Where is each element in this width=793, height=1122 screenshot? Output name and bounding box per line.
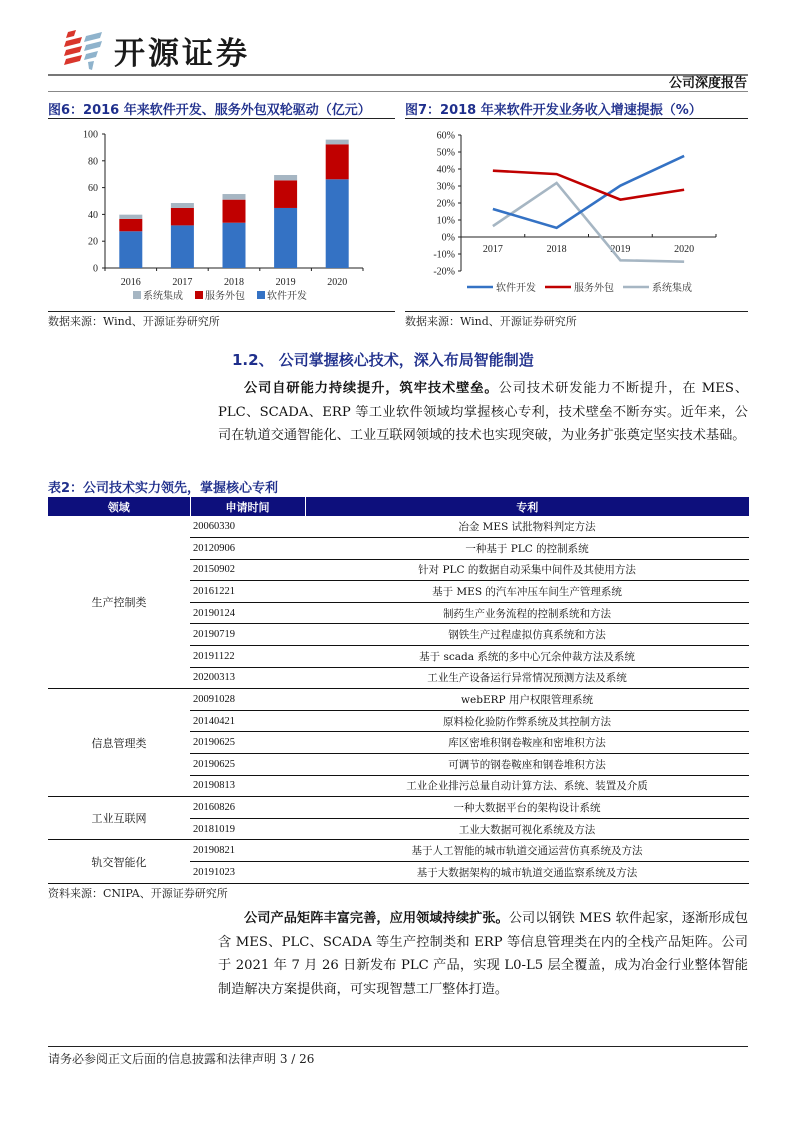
date-cell: 20191023	[190, 862, 305, 884]
patent-cell: 一种大数据平台的架构设计系统	[305, 797, 749, 819]
legend-label: 软件开发	[496, 283, 536, 294]
report-type-label: 公司深度报告	[668, 76, 747, 91]
patent-cell: 库区密堆积钢卷鞍座和密堆积方法	[305, 732, 749, 754]
x-tick-label: 2019	[610, 244, 631, 255]
date-cell: 20190124	[190, 602, 305, 624]
header-divider	[48, 74, 748, 76]
y-tick-label: 20	[88, 236, 98, 248]
y-tick-label: 60%	[436, 130, 455, 142]
header-patent: 专利	[305, 497, 749, 516]
x-tick-label: 2017	[482, 244, 503, 255]
bar-segment	[326, 140, 349, 145]
date-cell: 20140421	[190, 710, 305, 732]
line-chart	[405, 122, 748, 310]
patent-cell: 一种基于 PLC 的控制系统	[305, 538, 749, 560]
y-tick-label: 20%	[436, 198, 455, 210]
y-tick-label: -10%	[433, 249, 455, 261]
table-row	[48, 797, 749, 819]
series-line	[493, 156, 684, 228]
paragraph-lead: 公司自研能力持续提升，筑牢技术壁垒。	[244, 381, 499, 396]
category-cell: 工业互联网	[48, 797, 190, 840]
y-tick-label: 0%	[441, 232, 455, 244]
legend-label: 系统集成	[652, 283, 692, 294]
date-cell: 20190719	[190, 624, 305, 646]
legend-swatch	[257, 291, 265, 299]
patent-cell: 可调节的钢卷鞍座和钢卷堆积方法	[305, 754, 749, 776]
y-tick-label: 40%	[436, 164, 455, 176]
bar-segment	[171, 208, 194, 225]
y-tick-label: 10%	[436, 215, 455, 227]
y-tick-label: 50%	[436, 147, 455, 159]
figure7-source: 数据来源：Wind、开源证券研究所	[405, 315, 577, 328]
date-cell: 20060330	[190, 516, 305, 538]
patent-cell: 基于大数据架构的城市轨道交通监察系统及方法	[305, 862, 749, 884]
table-title: 表2：公司技术实力领先，掌握核心专利	[48, 481, 279, 496]
logo-text: 开源证券	[114, 35, 250, 72]
footer-disclaimer: 请务必参阅正文后面的信息披露和法律声明 3 / 26	[48, 1052, 315, 1066]
date-cell: 20120906	[190, 538, 305, 560]
figure7-bottom-rule	[405, 311, 748, 312]
y-tick-label: 0	[93, 263, 98, 275]
x-tick-label: 2018	[546, 244, 567, 255]
bar-segment	[274, 180, 297, 208]
x-tick-label: 2020	[674, 244, 695, 255]
legend-label: 服务外包	[574, 283, 614, 294]
legend-label: 软件开发	[267, 291, 307, 302]
header-field: 领域	[48, 497, 190, 516]
paragraph-lead: 公司产品矩阵丰富完善，应用领域持续扩张。	[244, 911, 509, 926]
y-tick-label: 30%	[436, 181, 455, 193]
paragraph-body: 公司以钢铁 MES 软件起家，逐渐形成包含 MES、PLC、SCADA 等生产控制类和 ERP 等信息管理类在内的全栈产品矩阵。公司于 2021 年 7 月 26 日新发布 PLC 产品，实现 L0-L5 层全覆盖，成为冶金行业整体智能制造解决方案提供商，可实现智慧工厂整体打造。	[218, 911, 749, 997]
category-cell: 生产控制类	[48, 516, 190, 689]
series-line	[493, 171, 684, 200]
bar-segment	[119, 215, 142, 219]
table-row	[48, 840, 749, 862]
table-source: 资料来源：CNIPA、开源证券研究所	[48, 887, 228, 900]
date-cell: 20190625	[190, 754, 305, 776]
y-tick-label: 40	[88, 209, 98, 221]
bar-segment	[223, 223, 246, 268]
patent-cell: 制药生产业务流程的控制系统和方法	[305, 602, 749, 624]
date-cell: 20150902	[190, 559, 305, 581]
x-tick-label: 2019	[275, 277, 296, 288]
patent-cell: 基于 MES 的汽车冲压车间生产管理系统	[305, 581, 749, 603]
legend-label: 服务外包	[205, 291, 245, 302]
table-row	[48, 516, 749, 538]
section-heading: 1.2、 公司掌握核心技术，深入布局智能制造	[232, 351, 534, 369]
figure6-bottom-rule	[48, 311, 395, 312]
figure7-chart	[405, 122, 748, 310]
figure7-title-rule	[405, 118, 748, 119]
paragraph-body: 公司技术研发能力不断提升，在 MES、PLC、SCADA、ERP 等工业软件领域均掌握核心专利，技术壁垒不断夯实。近年来，公司在轨道交通智能化、工业互联网领域的技术也实现突破，为业务扩张奠定坚实技术基础。	[218, 381, 749, 443]
date-cell: 20190821	[190, 840, 305, 862]
legend-swatch	[133, 291, 141, 299]
bar-segment	[223, 194, 246, 200]
paragraph-tech-capability	[218, 377, 748, 448]
patent-cell: 工业大数据可视化系统及方法	[305, 818, 749, 840]
company-logo	[62, 28, 302, 72]
x-tick-label: 2018	[224, 277, 244, 288]
x-tick-label: 2017	[172, 277, 193, 288]
table-header-row	[48, 497, 749, 516]
footer-divider	[48, 1046, 748, 1047]
date-cell: 20191122	[190, 646, 305, 668]
patent-table	[48, 497, 749, 884]
stacked-bar-chart	[48, 122, 395, 310]
bar-segment	[274, 175, 297, 180]
figure6-title: 图6：2016 年来软件开发、服务外包双轮驱动（亿元）	[48, 103, 371, 118]
header-date: 申请时间	[190, 497, 305, 516]
bar-segment	[119, 231, 142, 268]
bar-segment	[326, 179, 349, 268]
patent-cell: 工业企业排污总量自动计算方法、系统、装置及介质	[305, 775, 749, 797]
figure6-chart	[48, 122, 395, 310]
date-cell: 20190625	[190, 732, 305, 754]
category-cell: 轨交智能化	[48, 840, 190, 883]
logo-mark-icon	[62, 28, 106, 72]
legend-label: 系统集成	[143, 291, 183, 302]
y-tick-label: -20%	[433, 266, 455, 278]
header-subdivider	[48, 91, 748, 92]
patent-cell: 钢铁生产过程虚拟仿真系统和方法	[305, 624, 749, 646]
y-tick-label: 100	[83, 129, 98, 141]
x-tick-label: 2020	[327, 277, 348, 288]
bar-segment	[223, 200, 246, 223]
patent-cell: webERP 用户权限管理系统	[305, 689, 749, 711]
date-cell: 20091028	[190, 689, 305, 711]
category-cell: 信息管理类	[48, 689, 190, 797]
bar-segment	[171, 203, 194, 208]
date-cell: 20200313	[190, 667, 305, 689]
bar-segment	[274, 208, 297, 268]
date-cell: 20160826	[190, 797, 305, 819]
patent-cell: 针对 PLC 的数据自动采集中间件及其使用方法	[305, 559, 749, 581]
bar-segment	[326, 144, 349, 179]
bar-segment	[119, 219, 142, 231]
date-cell: 20181019	[190, 818, 305, 840]
paragraph-product-matrix	[218, 907, 748, 1001]
patent-cell: 基于人工智能的城市轨道交通运营仿真系统及方法	[305, 840, 749, 862]
legend-swatch	[195, 291, 203, 299]
y-tick-label: 80	[88, 156, 98, 168]
figure7-title: 图7：2018 年来软件开发业务收入增速提振（%）	[405, 103, 702, 118]
bar-segment	[171, 225, 194, 268]
patent-cell: 工业生产设备运行异常情况预测方法及系统	[305, 667, 749, 689]
x-tick-label: 2016	[120, 277, 141, 288]
date-cell: 20161221	[190, 581, 305, 603]
figure6-source: 数据来源：Wind、开源证券研究所	[48, 315, 220, 328]
patent-cell: 原料检化验防作弊系统及其控制方法	[305, 710, 749, 732]
y-tick-label: 60	[88, 183, 98, 195]
patent-cell: 基于 scada 系统的多中心冗余仲裁方法及系统	[305, 646, 749, 668]
date-cell: 20190813	[190, 775, 305, 797]
patent-cell: 冶金 MES 试批物料判定方法	[305, 516, 749, 538]
table-row	[48, 689, 749, 711]
figure6-title-rule	[48, 118, 395, 119]
